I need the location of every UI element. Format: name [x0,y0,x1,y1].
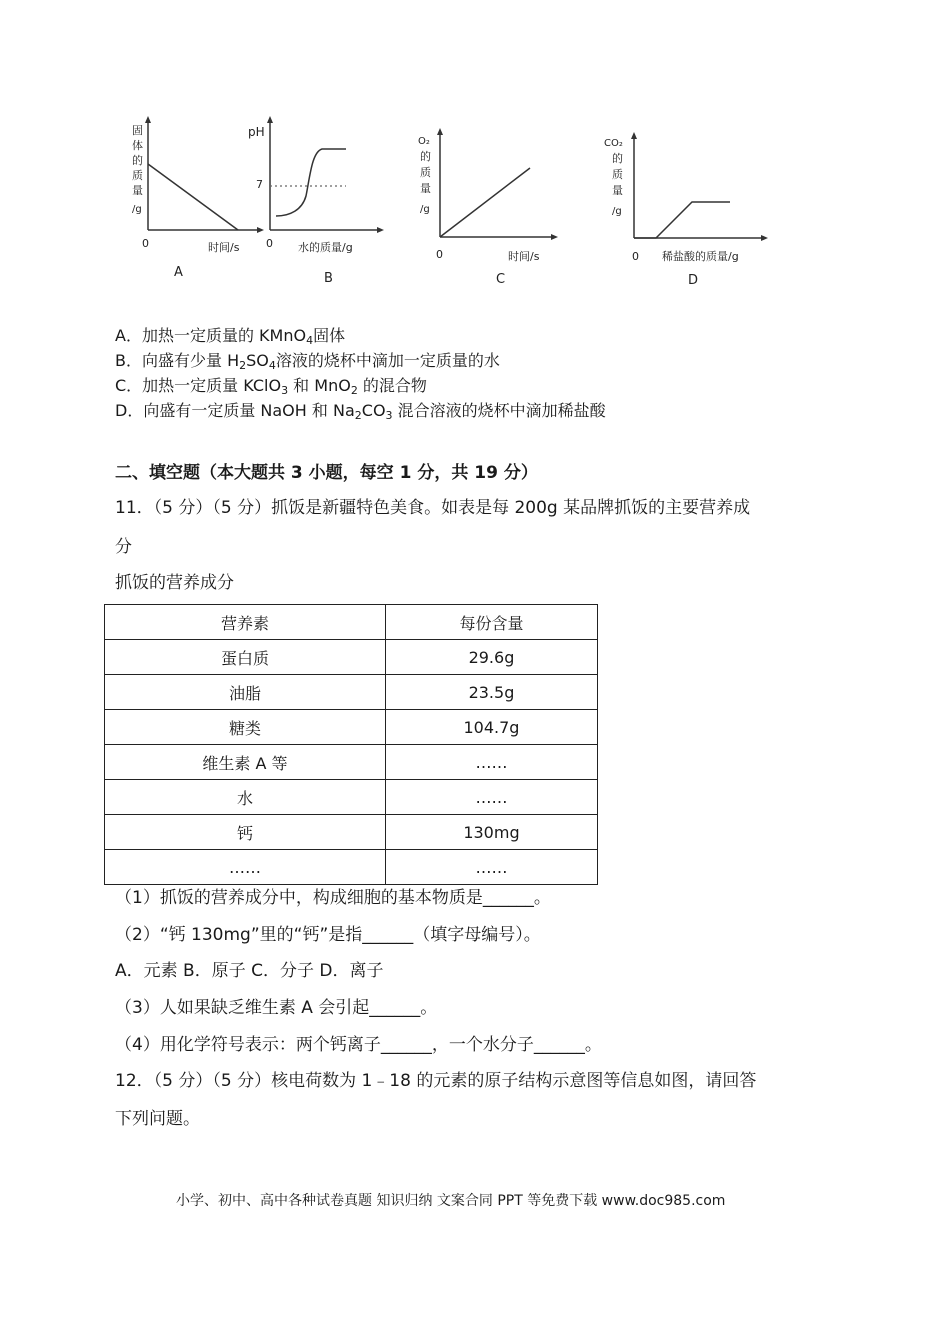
table-cell: 蛋白质 [105,640,386,675]
chart-a-letter: A [174,265,183,280]
footer-text: 小学、初中、高中各种试卷真题 知识归纳 文案合同 PPT 等免费下载 www.doc985.com [176,1193,726,1209]
table-cell: …… [105,850,386,885]
chart-d-letter: D [688,273,699,288]
table-cell: …… [385,780,597,815]
table-cell: 104.7g [385,710,597,745]
svg-text:的: 的 [420,150,431,163]
q11-sub1: （1）抓饭的营养成分中，构成细胞的基本物质是______。 [115,888,551,908]
svg-text:量: 量 [420,182,431,195]
q11-stem-line1: 11．（5 分）（5 分）抓饭是新疆特色美食。如表是每 200g 某品牌抓饭的主要营养成 [115,498,751,518]
option-a: A．加热一定质量的 KMnO$_4$固体 [115,326,346,347]
chart-c-x-label: 时间/s [508,250,540,263]
table-cell: 29.6g [385,640,597,675]
chart-a-curve [148,164,238,230]
table-cell: …… [385,745,597,780]
chart-a-x-label: 时间/s [208,241,240,254]
chart-b-origin: 0 [266,237,273,250]
svg-text:的: 的 [612,152,623,165]
q11-sub3: （3）人如果缺乏维生素 A 会引起______。 [115,998,438,1018]
svg-text:体: 体 [132,139,143,152]
table-cell: 糖类 [105,710,386,745]
nutrition-table [104,604,598,885]
table-cell: 130mg [385,815,597,850]
option-d: D．向盛有一定质量 NaOH 和 $Na_2CO_3$ 混合溶液的烧杯中滴加稀盐酸 [115,401,606,422]
svg-text:质: 质 [420,166,431,179]
chart-d-x-label: 稀盐酸的质量/g [662,250,739,263]
table-header-cell: 每份含量 [385,605,597,640]
q11-table-title: 抓饭的营养成分 [115,573,234,593]
chart-b-y-label: pH [248,125,265,139]
table-row [105,745,598,780]
chart-d [600,130,780,296]
chart-c [408,126,568,296]
svg-text:的: 的 [132,154,143,167]
option-b: B．向盛有少量 $H_2SO_4$溶液的烧杯中滴加一定质量的水 [115,351,500,372]
svg-text:/g: /g [612,206,622,217]
q12-stem-line2: 下列问题。 [115,1109,200,1129]
svg-text:/g: /g [132,204,142,215]
chart-d-origin: 0 [632,250,639,263]
chart-b-tick-7: 7 [256,178,263,191]
table-cell: 钙 [105,815,386,850]
table-cell: 水 [105,780,386,815]
chart-a-y-label [132,124,143,215]
chart-c-y-label [418,136,431,215]
svg-text:CO₂: CO₂ [604,138,623,149]
chart-b-x-label: 水的质量/g [298,241,353,254]
q11-stem-line2: 分 [115,537,132,557]
table-cell: 维生素 A 等 [105,745,386,780]
table-row [105,710,598,745]
svg-text:/g: /g [420,204,430,215]
chart-a-origin: 0 [142,237,149,250]
section-2-heading: 二、填空题（本大题共 3 小题，每空 1 分，共 19 分） [115,463,538,483]
q11-sub2: （2）“钙 130mg”里的“钙”是指______（填字母编号）。 [115,925,541,945]
table-row [105,815,598,850]
table-header-row [105,605,598,640]
chart-d-y-label [604,138,623,217]
chart-c-letter: C [496,272,506,287]
table-cell: 油脂 [105,675,386,710]
table-cell: 23.5g [385,675,597,710]
svg-text:固: 固 [132,124,143,137]
q11-sub4: （4）用化学符号表示：两个钙离子______，一个水分子______。 [115,1035,602,1055]
svg-text:O₂: O₂ [418,136,430,147]
table-cell: …… [385,850,597,885]
svg-text:量: 量 [612,184,623,197]
svg-text:质: 质 [612,168,623,181]
table-row [105,850,598,885]
chart-b-curve [276,149,346,216]
chart-c-origin: 0 [436,248,443,261]
svg-text:质: 质 [132,169,143,182]
table-header-cell: 营养素 [105,605,386,640]
svg-text:量: 量 [132,184,143,197]
table-row [105,780,598,815]
table-row [105,675,598,710]
option-c: C．加热一定质量 KClO$_3$ 和 MnO$_2$ 的混合物 [115,376,427,397]
chart-b [240,112,400,292]
q11-sub2-options: A．元素 B．原子 C．分子 D．离子 [115,961,384,981]
chart-b-letter: B [324,271,333,286]
q12-stem-line1: 12．（5 分）（5 分）核电荷数为 1﹣18 的元素的原子结构示意图等信息如图，请回答 [115,1071,757,1091]
table-row [105,640,598,675]
chart-c-curve [440,168,530,237]
chart-d-curve [634,202,730,238]
